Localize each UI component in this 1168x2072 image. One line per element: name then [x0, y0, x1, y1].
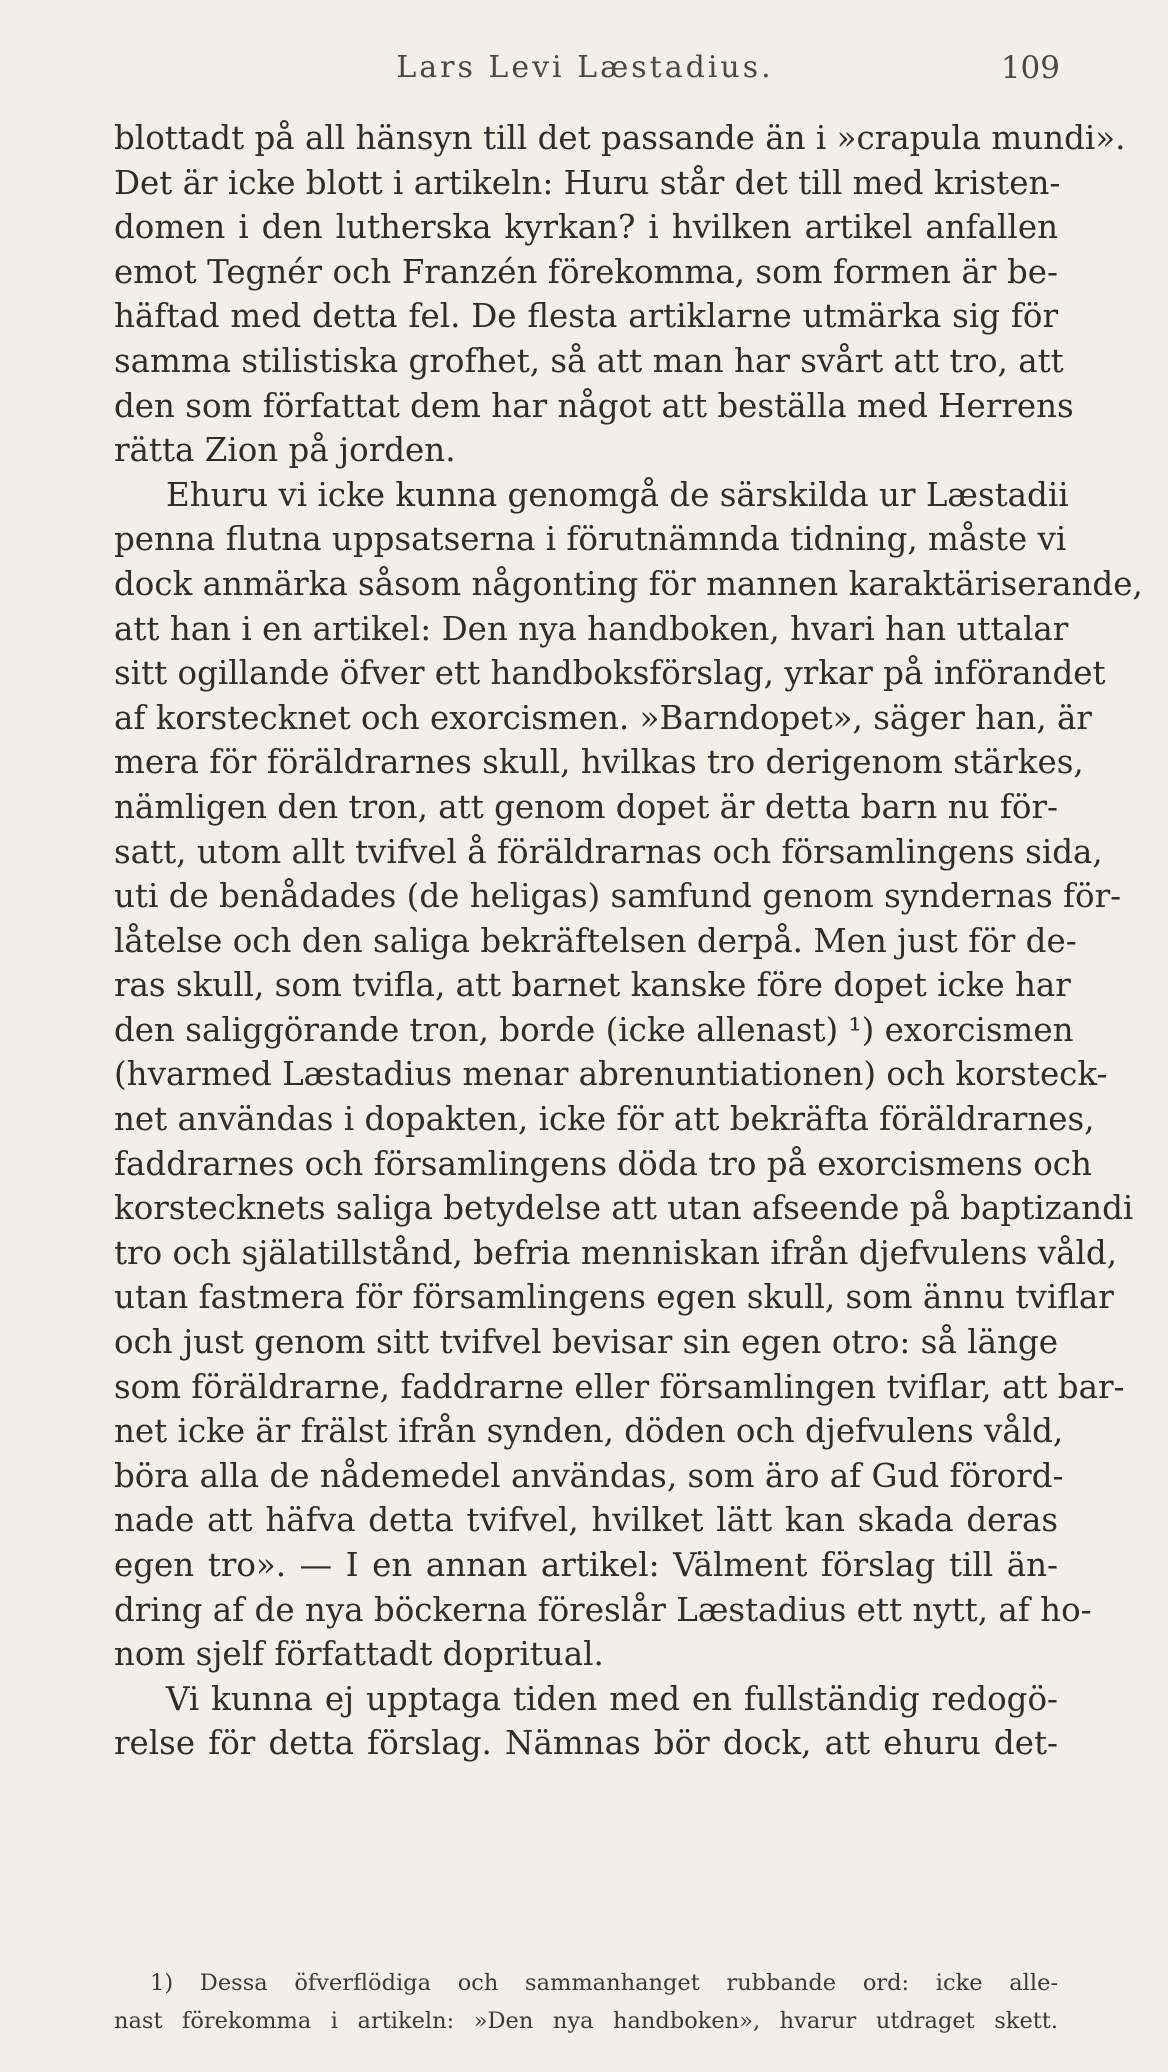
page-number: 109 — [1000, 50, 1060, 86]
text-line: den saliggörande tron, borde (icke allenast) ¹) exorcismen — [114, 1010, 1074, 1049]
text-line: utan fastmera för församlingens egen skull, som ännu tviflar — [114, 1278, 1114, 1317]
text-line: och just genom sitt tvifvel bevisar sin egen otro: så länge — [114, 1323, 1058, 1362]
running-header — [110, 50, 1060, 90]
text-line: egen tro». — I en annan artikel: Välment förslag till än- — [114, 1546, 1058, 1584]
footnotes — [114, 1964, 1058, 2040]
text-line: korstecknets saliga betydelse att utan afseende på baptizandi — [114, 1189, 1134, 1228]
text-line: Det är icke blott i artikeln: Huru står det till med kristen- — [114, 163, 1061, 202]
text-line: af korstecknet och exorcismen. »Barndopet», säger han, är — [114, 698, 1092, 737]
text-line: dock anmärka såsom någonting för mannen karaktäriserande, — [114, 564, 1143, 603]
text-line: rätta Zion på jorden. — [114, 431, 456, 470]
text-line: Ehuru vi icke kunna genomgå de särskilda ur Læstadii — [166, 475, 1069, 514]
text-line: böra alla de nådemedel användas, som äro af Gud förord- — [114, 1456, 1064, 1495]
text-line: sitt ogillande öfver ett handboksförslag, yrkar på införandet — [114, 654, 1106, 693]
text-line: mera för föräldrarnes skull, hvilkas tro derigenom stärkes, — [114, 743, 1084, 782]
text-line: nämligen den tron, att genom dopet är detta barn nu för- — [114, 787, 1058, 826]
text-line: faddrarnes och församlingens döda tro på exorcismens och — [114, 1144, 1092, 1183]
text-line: nom sjelf författadt dopritual. — [114, 1635, 604, 1674]
text-line: net icke är frälst ifrån synden, döden och djefvulens våld, — [114, 1412, 1064, 1451]
text-line: låtelse och den saliga bekräftelsen derpå. Men just för de- — [114, 921, 1077, 960]
footnote-line: 1) Dessa öfverflödiga och sammanhanget rubbande ord: icke alle- — [150, 1970, 1058, 1996]
text-line: att han i en artikel: Den nya handboken, hvari han uttalar — [114, 609, 1069, 648]
text-line: (hvarmed Læstadius menar abrenuntiationen) och korsteck- — [114, 1055, 1108, 1094]
text-line: domen i den lutherska kyrkan? i hvilken artikel anfallen — [114, 208, 1058, 247]
text-line: dring af de nya böckerna föreslår Læstadius ett nytt, af ho- — [114, 1590, 1092, 1629]
text-line: nade att häfva detta tvifvel, hvilket lätt kan skada deras — [114, 1501, 1058, 1540]
text-line: penna flutna uppsatserna i förutnämnda tidning, måste vi — [114, 520, 1067, 559]
text-line: tro och själatillstånd, befria menniskan ifrån djefvulens våld, — [114, 1233, 1118, 1272]
footnote-line: nast förekomma i artikeln: »Den nya handboken», hvarur utdraget skett. — [114, 2008, 1058, 2034]
text-line: häftad med detta fel. De flesta artiklarne utmärka sig för — [114, 297, 1058, 336]
text-line: relse för detta förslag. Nämnas bör dock, att ehuru det- — [114, 1724, 1058, 1763]
text-line: emot Tegnér och Franzén förekomma, som formen är be- — [114, 252, 1058, 291]
text-line: ras skull, som tvifla, att barnet kanske före dopet icke har — [114, 966, 1071, 1005]
text-line: satt, utom allt tvifvel å föräldrarnas och församlingens sida, — [114, 832, 1103, 871]
running-title: Lars Levi Læstadius. — [396, 50, 774, 85]
text-line: samma stilistiska grofhet, så att man har svårt att tro, att — [114, 341, 1064, 380]
text-line: som föräldrarne, faddrarne eller församlingen tviflar, att bar- — [114, 1367, 1125, 1406]
text-line: blottadt på all hänsyn till det passande än i »crapula mundi». — [114, 119, 1126, 157]
text-line: den som författat dem har något att beställa med Herrens — [114, 386, 1074, 425]
text-line: net användas i dopakten, icke för att bekräfta föräldrarnes, — [114, 1100, 1095, 1139]
body-text — [114, 116, 1143, 1766]
text-line: Vi kunna ej upptaga tiden med en fullständig redogö- — [166, 1679, 1058, 1718]
text-line: uti de benådades (de heligas) samfund genom syndernas för- — [114, 877, 1122, 916]
